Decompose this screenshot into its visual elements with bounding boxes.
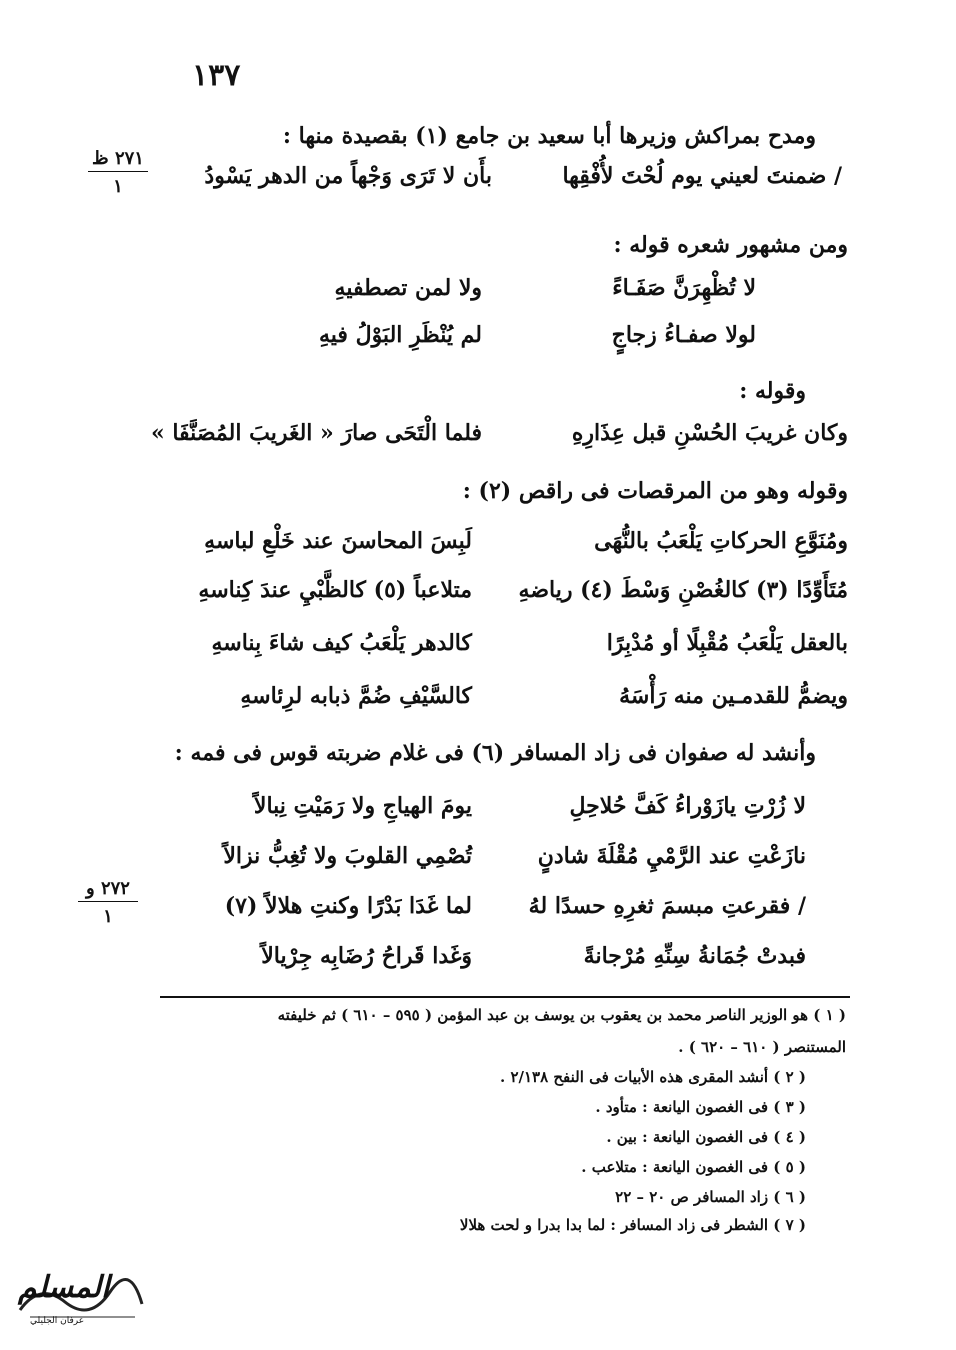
- verse-2b-second-hemistich: لم يُنْظَرِ البَوْلُ فيهِ: [318, 322, 482, 348]
- margin-ref-line: ١: [113, 176, 123, 197]
- footnote-6: ( ٦ ) زاد المسافر ص ٢٠ – ٢٢: [615, 1188, 806, 1206]
- margin-ref-folio: ٢٧٢ و: [78, 878, 138, 902]
- intro-line-2: ومن مشهور شعره قوله :: [613, 232, 848, 258]
- verse-5a-first-hemistich: لا زُرْتِ يازَوْراءُ كَفَّ حُلاحِلِ: [569, 793, 806, 819]
- verse-5c-second-hemistich: لما غَدَا بَدْرًا وكنتِ هلالاً (٧): [224, 893, 472, 919]
- footnote-4: ( ٤ ) فى الغصون اليانعة : بين .: [606, 1128, 806, 1146]
- verse-5d-first-hemistich: فبدتْ جُمَانةُ سِنِّهِ مُرْجانةً: [583, 943, 806, 969]
- stamp-text: المسلم: [18, 1270, 110, 1305]
- verse-2a-second-hemistich: ولا لمن تصطفيهِ: [334, 275, 482, 301]
- verse-4b-first-hemistich: مُتَأَوِّدًا (٣) كالغُصْنِ وَسْطَ (٤) رياضهِ: [518, 577, 848, 603]
- stamp-subtext: عرفان الجليلي: [30, 1316, 85, 1326]
- verse-5a-second-hemistich: يومَ الهياجِ ولا رَمَيْتِ نِبالاً: [253, 793, 472, 819]
- verse-3-second-hemistich: فلما الْتَحَى صارَ « الغَريبَ المُصَنَّفَا »: [150, 420, 482, 446]
- intro-line-1: ومدح بمراكش وزيرها أبا سعيد بن جامع (١) بقصيدة منها :: [282, 123, 816, 149]
- intro-line-3: وقوله :: [739, 378, 806, 404]
- footnote-rule: [160, 996, 850, 998]
- footnote-7: ( ٧ ) الشطر فى زاد المسافر : لما بدا بدرا و لحت هلالا: [459, 1216, 806, 1234]
- verse-2a-first-hemistich: لا تُظْهِرَنَّ صَفَـاءً: [612, 275, 756, 301]
- verse-2b-first-hemistich: لولا صفـاءُ زجاجٍ: [611, 322, 756, 348]
- verse-4a-second-hemistich: لَبِسَ المحاسنَ عند خَلْعِ لباسهِ: [204, 528, 472, 554]
- verse-5d-second-hemistich: وَغَدا قَراحُ رُضَابِه جِرْيالاً: [261, 943, 472, 969]
- verse-4b-second-hemistich: متلاعباً (٥) كالظَّبْيِ عندَ كِناسهِ: [198, 577, 472, 603]
- verse-4a-first-hemistich: ومُنَوَّعِ الحركاتِ يَلْعَبُ بالنُّهَى: [594, 528, 848, 554]
- verse-4d-second-hemistich: كالسَّيْفِ ضُمَّ ذبابه لرِئاسهِ: [240, 683, 472, 709]
- footnote-3: ( ٣ ) فى الغصون اليانعة : متأود .: [595, 1098, 806, 1116]
- intro-line-4: وقوله وهو من المرقصات فى راقص (٢) :: [462, 478, 848, 504]
- verse-5b-second-hemistich: تُصْمِي القلوبَ ولا تُغِبُّ نزالاً: [223, 843, 472, 869]
- verse-5c-first-hemistich: / فقرعتِ مبسمَ ثغرِهِ حسدًا لهُ: [528, 893, 806, 919]
- footnote-2: ( ٢ ) أنشد المقرى هذه الأبيات فى النفح ٢/١٣٨ .: [499, 1068, 806, 1086]
- verse-5b-first-hemistich: نازَعْتِ عند الرَّمْيِ مُقْلَةَ شادنٍ: [537, 843, 806, 869]
- margin-ref-folio: ٢٧١ ظ: [88, 148, 148, 172]
- footnote-5: ( ٥ ) فى الغصون اليانعة : متلاعب .: [581, 1158, 806, 1176]
- intro-line-5: وأنشد له صفوان فى زاد المسافر (٦) فى غلام ضربته قوس فى فمه :: [174, 740, 816, 766]
- margin-ref-line: ١: [103, 906, 113, 927]
- verse-3-first-hemistich: وكان غريبَ الحُسْنِ قبل عِذَارِهِ: [571, 420, 848, 446]
- verse-1-first-hemistich: / ضمنتَ لعيني يوم لُحْتَ لأُفْقِها: [562, 163, 842, 189]
- verse-4c-second-hemistich: كالدهر يَلْعَبُ كيف شاءَ بِناسهِ: [211, 630, 472, 656]
- verse-4d-first-hemistich: ويضمُّ للقدمـين منه رَأْسَهُ: [619, 683, 848, 709]
- verse-1-second-hemistich: بأَن لا تَرَى وَجْهاً من الدهر يَسْودُ: [204, 163, 492, 189]
- margin-reference-2: [78, 878, 138, 927]
- page-number: ١٣٧: [192, 58, 241, 93]
- verse-4c-first-hemistich: بالعقل يَلْعَبُ مُقْبِلًا أو مُدْبِرًا: [606, 630, 848, 656]
- footnote-1: ( ١ ) هو الوزير الناصر محمد بن يعقوب بن يوسف بن عبد المؤمن ( ٥٩٥ – ٦١٠ ) ثم خليفته: [277, 1006, 846, 1024]
- footnote-1-cont: المستنصر ( ٦١٠ – ٦٢٠ ) .: [678, 1038, 846, 1056]
- margin-reference-1: [88, 148, 148, 197]
